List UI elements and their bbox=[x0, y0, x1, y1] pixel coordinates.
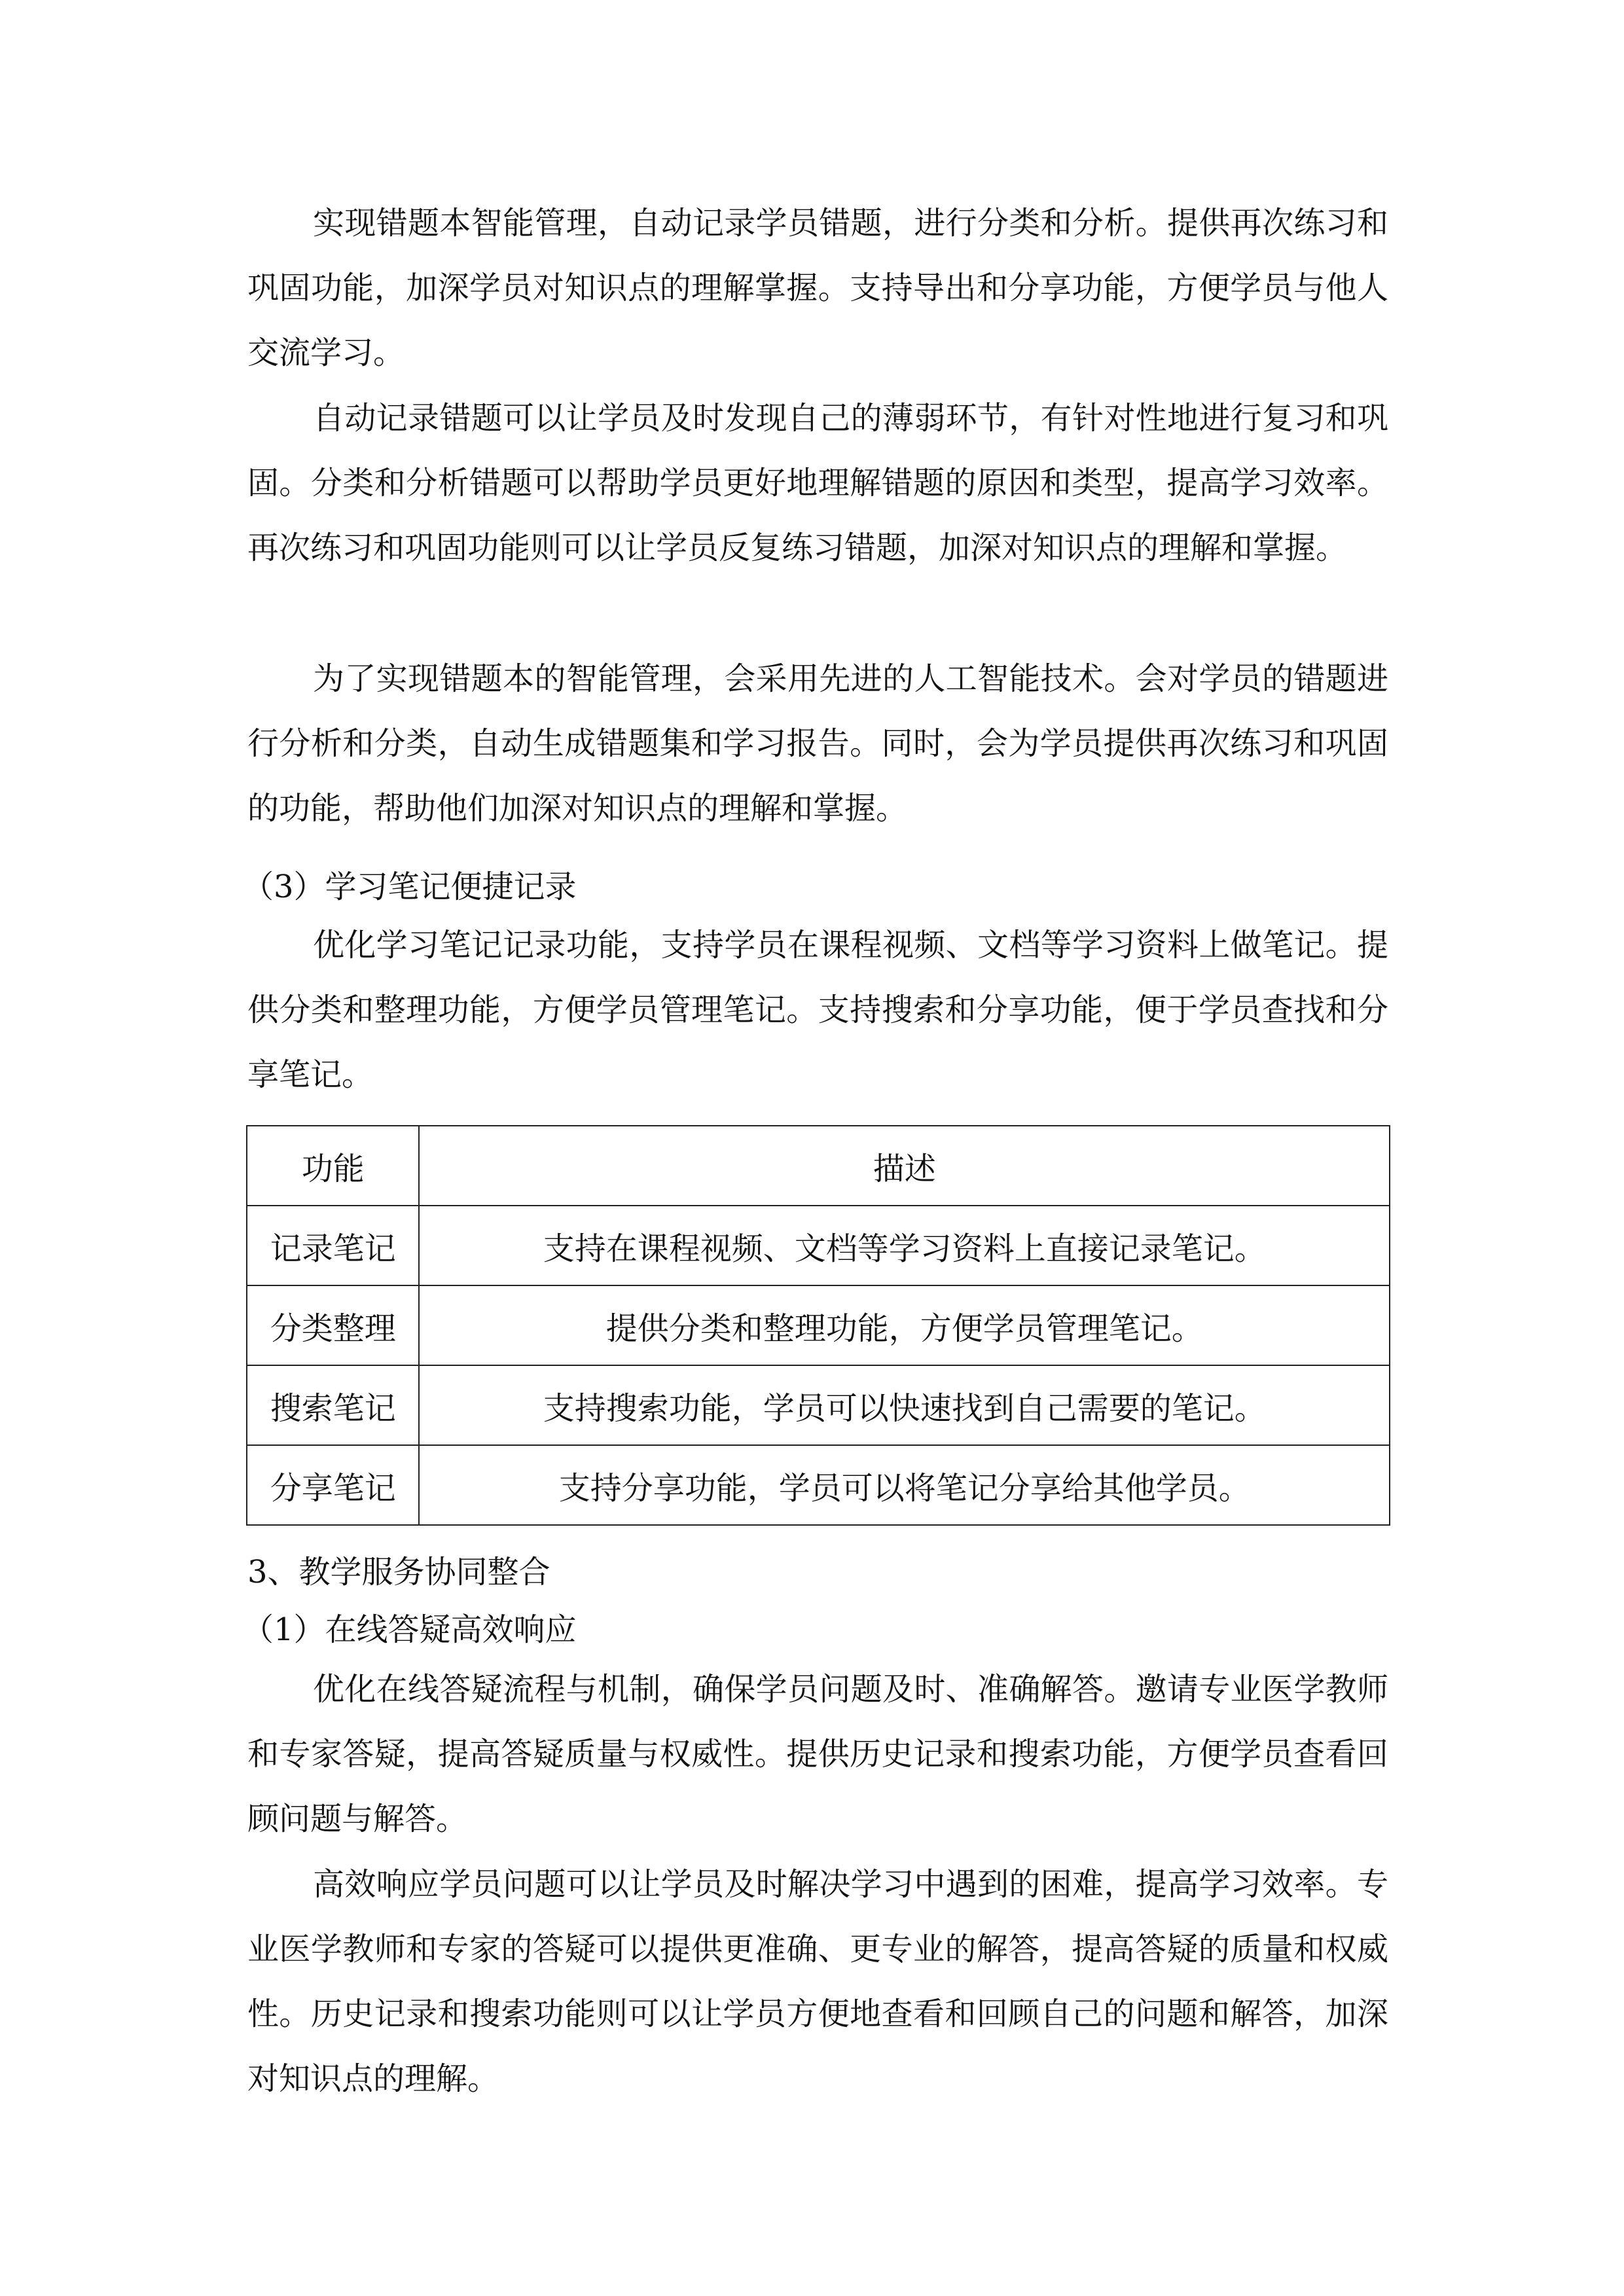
paragraph-study-notes: 优化学习笔记记录功能，支持学员在课程视频、文档等学习资料上做笔记。提供分类和整理功能，方便学员管理笔记。支持搜索和分享功能，便于学员查找和分享笔记。 bbox=[247, 927, 1388, 1093]
paragraph-error-book-ai: 为了实现错题本的智能管理，会采用先进的人工智能技术。会对学员的错题进行分析和分类，自动生成错题集和学习报告。同时，会为学员提供再次练习和巩固的功能，帮助他们加深对知识点的理解和掌握。 bbox=[247, 660, 1388, 827]
table-row bbox=[247, 1285, 1390, 1365]
table-cell-feature: 分类整理 bbox=[247, 1285, 419, 1365]
table-cell-feature: 记录笔记 bbox=[247, 1206, 419, 1285]
table-row bbox=[247, 1206, 1390, 1285]
table-header-row bbox=[247, 1126, 1390, 1206]
table-row bbox=[247, 1445, 1390, 1525]
paragraph-error-book-benefits: 自动记录错题可以让学员及时发现自己的薄弱环节，有针对性地进行复习和巩固。分类和分析错题可以帮助学员更好地理解错题的原因和类型，提高学习效率。再次练习和巩固功能则可以让学员反复练习错题，加深对知识点的理解和掌握。 bbox=[247, 400, 1388, 566]
paragraph-online-qa: 优化在线答疑流程与机制，确保学员问题及时、准确解答。邀请专业医学教师和专家答疑，提高答疑质量与权威性。提供历史记录和搜索功能，方便学员查看回顾问题与解答。 bbox=[247, 1671, 1388, 1837]
table-cell-description: 支持搜索功能，学员可以快速找到自己需要的笔记。 bbox=[419, 1365, 1390, 1445]
heading-online-qa: （1）在线答疑高效响应 bbox=[242, 1611, 577, 1648]
paragraph-online-qa-benefits: 高效响应学员问题可以让学员及时解决学习中遇到的困难，提高学习效率。专业医学教师和专家的答疑可以提供更准确、更专业的解答，提高答疑的质量和权威性。历史记录和搜索功能则可以让学员方便地查看和回顾自己的问题和解答，加深对知识点的理解。 bbox=[247, 1866, 1388, 2097]
table-header-feature: 功能 bbox=[247, 1126, 419, 1206]
table-row bbox=[247, 1365, 1390, 1445]
heading-section-3: 3、教学服务协同整合 bbox=[247, 1554, 550, 1590]
table-cell-description: 支持在课程视频、文档等学习资料上直接记录笔记。 bbox=[419, 1206, 1390, 1285]
table-cell-description: 提供分类和整理功能，方便学员管理笔记。 bbox=[419, 1285, 1390, 1365]
table-header-description: 描述 bbox=[419, 1126, 1390, 1206]
notes-feature-table bbox=[246, 1125, 1390, 1526]
paragraph-error-book-intro: 实现错题本智能管理，自动记录学员错题，进行分类和分析。提供再次练习和巩固功能，加深学员对知识点的理解掌握。支持导出和分享功能，方便学员与他人交流学习。 bbox=[247, 205, 1388, 371]
heading-study-notes: （3）学习笔记便捷记录 bbox=[242, 869, 577, 905]
table-cell-feature: 分享笔记 bbox=[247, 1445, 419, 1525]
table-cell-description: 支持分享功能，学员可以将笔记分享给其他学员。 bbox=[419, 1445, 1390, 1525]
table-cell-feature: 搜索笔记 bbox=[247, 1365, 419, 1445]
